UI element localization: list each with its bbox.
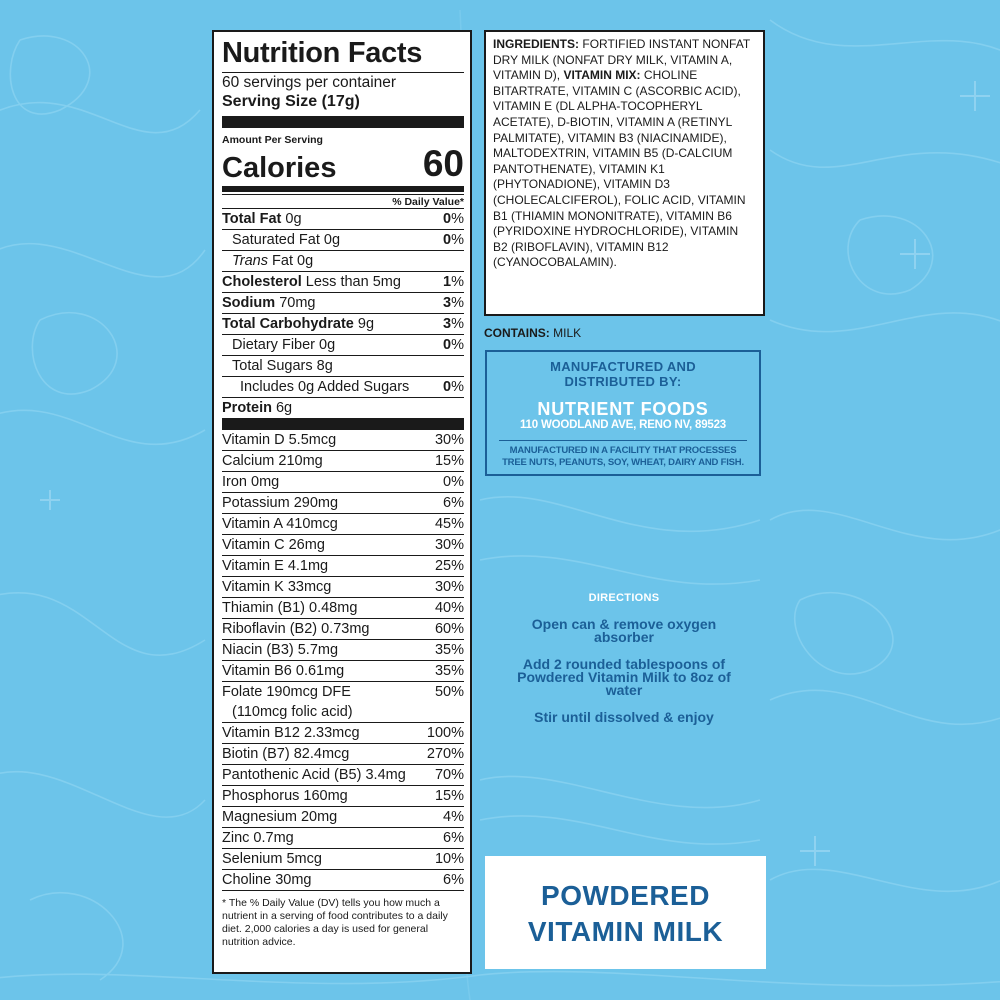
vitamin-daily-value: 40% [434,600,464,616]
contains-heading: CONTAINS: [484,326,550,340]
nutrient-name: Cholesterol [222,274,302,290]
nutrient-amount: 8g [316,358,333,374]
vitamin-row [222,534,464,555]
nutrient-daily-value: 3% [443,316,464,332]
vitamin-row [222,576,464,597]
nutrient-name: Protein [222,400,272,416]
nutrient-label [222,356,333,376]
thick-divider [222,418,464,430]
nutrient-percent: 0 [443,211,452,227]
vitamin-label: Vitamin C 26mg [222,537,325,553]
nutrient-label [222,209,302,229]
vitamin-row [222,597,464,618]
manufacturer-box [485,350,761,476]
vitamin-label: Vitamin A 410mcg [222,516,338,532]
product-title-line1: POWDERED [541,880,710,911]
thick-divider [222,116,464,128]
medium-divider [222,186,464,192]
nutrient-percent: 0 [443,232,452,248]
vitamin-label: Biotin (B7) 82.4mcg [222,746,350,762]
nutrient-daily-value: 1% [443,274,464,290]
nutrient-percent: 0 [443,337,452,353]
nutrient-name: Dietary Fiber [232,337,315,353]
manufacturer-name: NUTRIENT FOODS [537,399,709,419]
nutrient-amount: 0g [323,232,341,248]
nutrient-amount: 70mg [279,295,316,311]
nutrient-label [222,230,340,250]
vitamin-row [222,869,464,890]
vitamin-daily-value: 10% [434,851,464,867]
vitamin-label: Phosphorus 160mg [222,788,348,804]
direction-step: Open can & remove oxygen absorber [531,616,717,645]
vitamin-row [222,639,464,660]
vitamin-row [222,555,464,576]
ingredients-panel [484,30,765,316]
manufacturer-heading-line2: DISTRIBUTED BY: [564,374,682,389]
vitamin-label: Zinc 0.7mg [222,830,294,846]
contains-text: MILK [553,326,582,340]
vitamin-daily-value: 45% [434,516,464,532]
nutrient-row [222,313,464,334]
vitamin-label: Calcium 210mg [222,453,323,469]
nutrient-row [222,271,464,292]
vitamin-row [222,764,464,785]
vitamin-row [222,618,464,639]
nutrient-label [222,293,315,313]
nutrient-daily-value: 0% [443,211,464,227]
nutrient-percent: 3 [443,295,452,311]
vitamin-daily-value: 35% [434,642,464,658]
amount-per-serving: Amount Per Serving [222,134,323,146]
vitamin-row [222,827,464,848]
vitamin-label: Potassium 290mg [222,495,339,511]
vitamin-daily-value: 15% [434,453,464,469]
direction-step: Stir until dissolved & enjoy [534,709,714,725]
servings-per-container: 60 servings per container [222,74,397,91]
vitamin-daily-value: 100% [426,725,464,741]
nutrient-amount: 0g [319,337,336,353]
nutrient-daily-value: 3% [443,295,464,311]
vitamin-daily-value: 270% [426,746,464,762]
vitamin-row [222,450,464,471]
vitamin-label: Riboflavin (B2) 0.73mg [222,621,370,637]
vitamin-row [222,806,464,827]
vitamin-row [222,848,464,869]
vitamin-mix-heading: VITAMIN MIX: [563,68,641,83]
ingredients-text: FORTIFIED INSTANT NONFAT DRY MILK (NONFAT DRY MILK, VITAMIN A, VITAMIN D), [493,37,750,83]
vitamin-row [222,785,464,806]
vitamin-daily-value: 6% [443,830,464,846]
calories-value: 60 [422,143,464,184]
nutrient-label [222,251,313,271]
vitamin-row [222,492,464,513]
manufacturer-heading [487,359,759,389]
vitamin-label: Vitamin B6 0.61mg [222,663,345,679]
nutrient-label [222,314,374,334]
nutrient-percent: 1 [443,274,452,290]
nutrient-name: Total Fat [222,211,282,227]
nutrient-row [222,229,464,250]
serving-size: Serving Size (17g) [222,93,360,110]
nutrient-amount: Less than 5mg [305,274,401,290]
nutrient-row [222,292,464,313]
vitamin-row [222,722,464,743]
vitamin-daily-value: 50% [434,684,464,700]
allergen-note-line2: TREE NUTS, PEANUTS, SOY, WHEAT, DAIRY AND FISH. [502,457,744,468]
product-title-line2: VITAMIN MILK [527,916,724,947]
divider [499,440,747,441]
vitamin-label: Thiamin (B1) 0.48mg [222,600,358,616]
vitamin-daily-value: 4% [443,809,464,825]
directions-title: DIRECTIONS [588,592,660,604]
nutrient-name: Total Carbohydrate [222,316,354,332]
vitamin-label: Magnesium 20mg [222,809,338,825]
allergen-note [487,445,759,469]
nutrient-name: Saturated Fat [232,232,320,248]
nutrient-row [222,355,464,376]
daily-value-footnote: * The % Daily Value (DV) tells you how much a nutrient in a serving of food contributes to a daily diet. 2,000 calories a day is used for general nutrition advice. [222,890,464,949]
vitamin-daily-value: 60% [434,621,464,637]
vitamin-mix-text: CHOLINE BITARTRATE, VITAMIN C (ASCORBIC ACID), VITAMIN E (DL ALPHA-TOCOPHERYL ACETATE), D-BIOTIN, VITAMIN A (RETINYL PALMITATE), VITAMIN B3 (NIACINAMIDE), MALTODEXTRIN, VITAMIN B5 (D-CALCIUM PANTOTHENATE), VITAMIN K1 (PHYTONADIONE), VITAMIN D3 (CHOLECALCIFEROL), FOLIC ACID, VITAMIN B1 (THIAMIN MONONITRATE), VITAMIN B6 (PYRIDOXINE HYDROCHLORIDE), VITAMIN B2 (RIBOFLAVIN), VITAMIN B12 (CYANOCOBALAMIN). [493,68,746,270]
vitamin-label: Folate 190mcg DFE [222,684,351,700]
vitamin-daily-value: 15% [434,788,464,804]
ingredients-heading: INGREDIENTS: [493,37,580,51]
vitamin-label-detail: (110mcg folic acid) [232,704,353,720]
vitamin-row [222,660,464,681]
direction-step: Add 2 rounded tablespoons of Powdered Vitamin Milk to 8oz of water [517,656,731,698]
nutrient-name: Total Sugars [232,358,313,374]
vitamin-daily-value: 35% [434,663,464,679]
nutrient-label [222,398,292,418]
nutrient-daily-value: 0% [443,232,464,248]
nutrient-row [222,397,464,418]
nutrient-name: Sodium [222,295,276,311]
calories-row [222,143,464,184]
vitamin-row [222,743,464,764]
directions-section [500,592,748,738]
allergen-note-line1: MANUFACTURED IN A FACILITY THAT PROCESSES [509,445,737,456]
nutrient-row [222,334,464,355]
nutrient-amount: 6g [275,400,293,416]
vitamin-row [222,471,464,492]
nutrient-row [222,208,464,229]
vitamin-label: Vitamin B12 2.33mcg [222,725,360,741]
vitamin-daily-value: 25% [434,558,464,574]
vitamin-row [222,513,464,534]
nutrient-amount: Fat 0g [272,253,314,269]
vitamin-daily-value: 6% [443,872,464,888]
macronutrient-list [222,208,464,418]
nutrient-percent: 3 [443,316,452,332]
vitamin-label: Vitamin D 5.5mcg [222,432,337,448]
nutrition-facts-panel [212,30,472,974]
calories-label: Calories [222,152,337,184]
vitamin-label: Vitamin K 33mcg [222,579,332,595]
nutrient-daily-value: 0% [443,379,464,395]
nutrient-label [222,335,335,355]
nutrient-name: Trans [232,253,268,269]
daily-value-header: % Daily Value* [222,194,464,208]
nutrient-row [222,250,464,271]
vitamin-daily-value: 30% [434,579,464,595]
product-title-box [485,856,766,969]
vitamin-daily-value: 0% [443,474,464,490]
vitamin-daily-value: 30% [434,537,464,553]
manufacturer-address: 110 WOODLAND AVE, RENO NV, 89523 [520,419,726,431]
vitamin-label: Niacin (B3) 5.7mg [222,642,339,658]
vitamin-label: Iron 0mg [222,474,280,490]
nutrient-daily-value: 0% [443,337,464,353]
vitamin-label: Vitamin E 4.1mg [222,558,329,574]
nutrient-percent: 0 [443,379,452,395]
vitamin-label: Choline 30mg [222,872,312,888]
nutrient-name: Includes 0g Added Sugars [240,379,410,395]
vitamin-daily-value: 30% [434,432,464,448]
nutrition-title: Nutrition Facts [222,37,423,69]
nutrient-row [222,376,464,397]
nutrient-label [222,377,409,397]
nutrient-amount: 9g [357,316,375,332]
vitamin-daily-value: 6% [443,495,464,511]
contains-line [484,326,581,340]
nutrient-amount: 0g [285,211,302,227]
vitamin-row [222,681,464,722]
manufacturer-heading-line1: MANUFACTURED AND [550,359,696,374]
nutrient-label [222,272,401,292]
vitamin-row [222,430,464,450]
vitamin-label: Selenium 5mcg [222,851,322,867]
vitamin-label: Pantothenic Acid (B5) 3.4mg [222,767,406,783]
vitamin-daily-value: 70% [434,767,464,783]
vitamin-list [222,430,464,890]
